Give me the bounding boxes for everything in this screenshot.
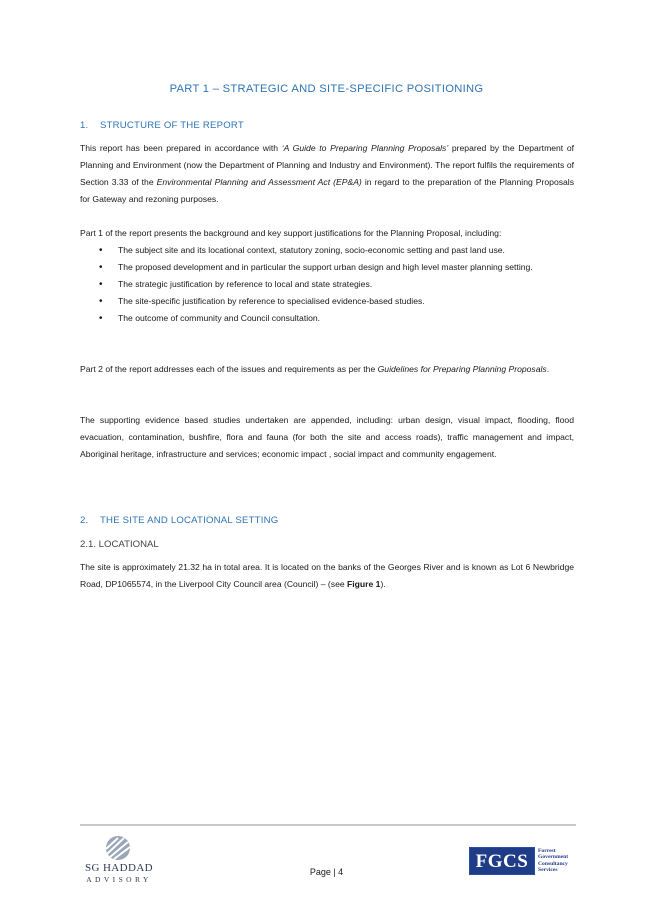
italic-run: Environmental Planning and Assessment Act (EP&A) <box>156 177 362 187</box>
list-item: • The strategic justification by reference to local and state strategies. <box>80 276 574 293</box>
paragraph: The supporting evidence based studies undertaken are appended, including: urban design, visual impact, flooding, flood evacuation, contamination, bushfire, flora and fauna (for both the site and access roads), traffic management and impact, Aboriginal heritage, infrastructure and services; economic impact , social impact and community engagement. <box>80 415 574 459</box>
section-title: THE SITE AND LOCATIONAL SETTING <box>100 515 279 526</box>
paragraph: Part 1 of the report presents the background and key support justifications for the Planning Proposal, including: <box>80 228 502 238</box>
page-number: Page | 4 <box>309 867 344 877</box>
section-title: STRUCTURE OF THE REPORT <box>100 120 244 131</box>
text-run: . <box>546 364 550 374</box>
italic-run: Guidelines for Preparing Planning Proposals <box>377 364 547 374</box>
text-run: Part 2 of the report addresses each of the issues and requirements as per the <box>80 364 378 374</box>
fgcs-line: Services <box>538 867 558 874</box>
footer-divider <box>80 824 576 826</box>
text-run: ). <box>380 579 386 589</box>
text-run: The site is approximately 21.32 ha in total area. It is located on the banks of the Georges River and is known as Lot 6 Newbridge Road, DP1065574, in the Liverpool City Council area (Council) – (see <box>80 562 574 589</box>
fgcs-line: Consultancy <box>538 860 568 867</box>
sg-haddad-subtitle: ADVISORY <box>86 875 152 884</box>
italic-run: ‘A Guide to Preparing Planning Proposals’ <box>281 143 449 153</box>
text-run: in regard to the preparation of the Planning Proposals for Gateway and rezoning purposes. <box>80 177 575 204</box>
section-number: 2. <box>80 515 89 526</box>
fgcs-line: Forrest <box>538 848 556 854</box>
section-2-heading <box>80 515 278 526</box>
section-number: 1. <box>80 120 89 131</box>
sg-haddad-wordmark: SG HADDAD <box>84 862 154 874</box>
figure-reference: Figure 1 <box>347 579 381 589</box>
text-run: This report has been prepared in accordance with <box>80 143 282 153</box>
paragraph <box>80 361 574 378</box>
paragraph <box>80 140 574 208</box>
page-title: PART 1 – STRATEGIC AND SITE-SPECIFIC POSITIONING <box>169 83 484 95</box>
bullet-list <box>80 242 574 327</box>
fgcs-line: Government <box>538 854 569 861</box>
list-item: • The subject site and its locational context, statutory zoning, socio-economic setting and past land use. <box>80 242 574 259</box>
fgcs-logo-text <box>538 848 568 874</box>
fgcs-logo: FGCS <box>469 847 535 875</box>
list-item: • The outcome of community and Council consultation. <box>80 310 574 327</box>
list-item: • The proposed development and in particular the support urban design and high level master planning setting. <box>80 259 574 276</box>
paragraph <box>80 559 574 593</box>
subsection-heading: 2.1. LOCATIONAL <box>80 539 159 550</box>
text-run: prepared by the Department of Planning and Environment (now the Department of Planning and Industry and Environment). The report fulfils the requirements of Section 3.33 of the <box>80 143 574 187</box>
section-1-heading <box>80 120 244 131</box>
list-item: • The site-specific justification by reference to specialised evidence-based studies. <box>80 293 574 310</box>
